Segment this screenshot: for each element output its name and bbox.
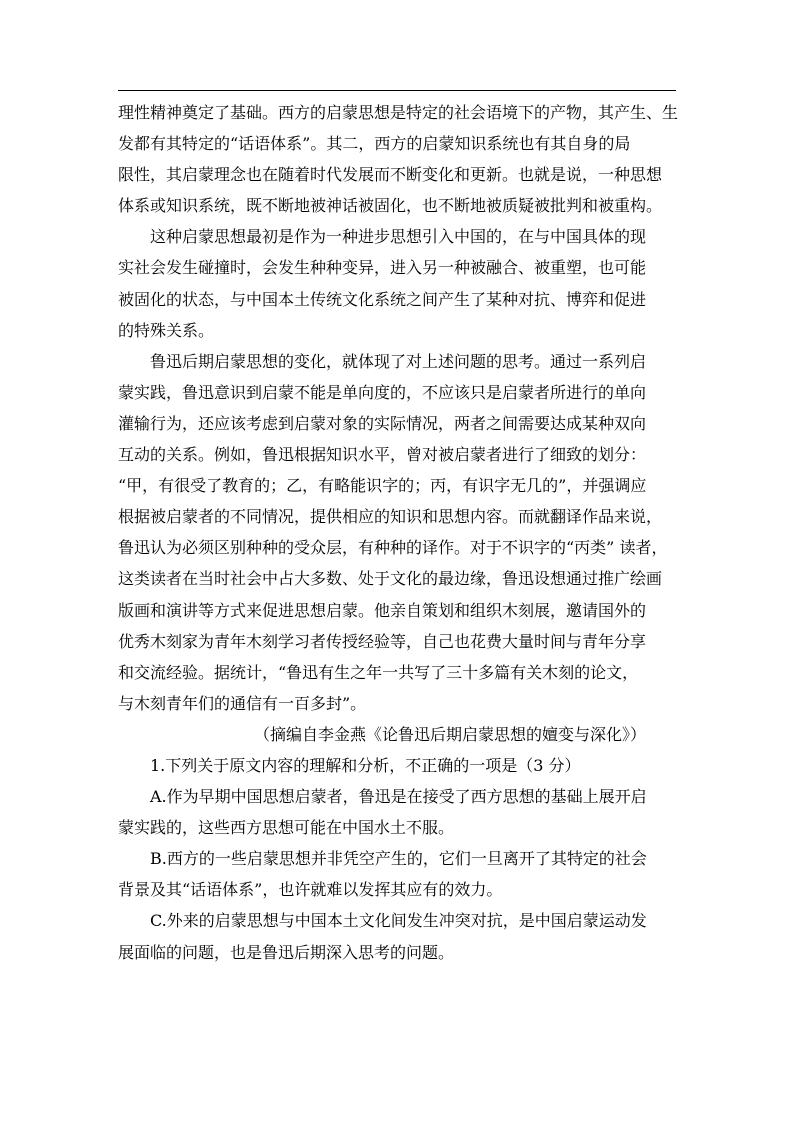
text-line: 体系或知识系统，既不断地被神话被固化，也不断地被质疑被批判和被重构。: [118, 196, 663, 216]
text-line: 优秀木刻家为青年木刻学习者传授经验等，自己也花费大量时间与青年分享: [118, 631, 647, 651]
text-line: 发都有其特定的“话语体系”。其二，西方的启蒙知识系统也有其自身的局: [118, 134, 631, 154]
option-a: [118, 781, 700, 843]
option-line: A.作为早期中国思想启蒙者，鲁迅是在接受了西方思想的基础上展开启: [150, 787, 647, 807]
option-b: [118, 843, 700, 905]
header-rule: [118, 90, 676, 91]
source-citation: （摘编自李金燕《论鲁迅后期启蒙思想的嬗变与深化》）: [254, 724, 647, 744]
option-c: [118, 905, 700, 967]
text-line: 理性精神奠定了基础。西方的启蒙思想是特定的社会语境下的产物，其产生、生: [118, 103, 679, 122]
option-line: 展面临的问题，也是鲁迅后期深入思考的问题。: [118, 942, 455, 962]
text-line: 蒙实践，鲁迅意识到启蒙不能是单向度的，不应该只是启蒙者所进行的单向: [118, 382, 647, 402]
text-line: 灌输行为，还应该考虑到启蒙对象的实际情况，两者之间需要达成某种双向: [118, 413, 647, 433]
text-line: 根据被启蒙者的不同情况，提供相应的知识和思想内容。而就翻译作品来说，: [118, 507, 663, 527]
document-body: [118, 97, 700, 968]
question-1: [118, 750, 700, 968]
text-line: 这种启蒙思想最初是作为一种进步思想引入中国的，在与中国具体的现: [150, 227, 647, 247]
text-line: 与木刻青年们的通信有一百多封”。: [118, 693, 367, 713]
text-line: 鲁迅认为必须区别种种的受众层，有种种的译作。对于不识字的“丙类” 读者，: [118, 538, 668, 558]
option-line: C.外来的启蒙思想与中国本土文化间发生冲突对抗，是中国启蒙运动发: [150, 911, 647, 931]
paragraph-1: [118, 97, 700, 221]
text-line: 的特殊关系。: [118, 320, 215, 340]
text-line: 鲁迅后期启蒙思想的变化，就体现了对上述问题的思考。通过一系列启: [150, 351, 647, 371]
paragraph-2: [118, 221, 700, 345]
text-line: 限性，其启蒙理念也在随着时代发展而不断变化和更新。也就是说，一种思想: [118, 165, 663, 185]
option-line: 蒙实践的，这些西方思想可能在中国水土不服。: [118, 818, 455, 838]
text-line: “甲，有很受了教育的；乙，有略能识字的；丙，有识字无几的”，并强调应: [118, 476, 647, 496]
text-line: 互动的关系。例如，鲁迅根据知识水平，曾对被启蒙者进行了细致的划分：: [118, 445, 647, 465]
text-line: 和交流经验。据统计，“鲁迅有生之年一共写了三十多篇有关木刻的论文，: [118, 662, 639, 682]
text-line: 版画和演讲等方式来促进思想启蒙。他亲自策划和组织木刻展，邀请国外的: [118, 600, 647, 620]
paragraph-3: [118, 346, 700, 719]
text-line: 这类读者在当时社会中占大多数、处于文化的最边缘，鲁迅设想通过推广绘画: [118, 569, 663, 589]
option-line: 背景及其“话语体系”，也许就难以发挥其应有的效力。: [118, 880, 503, 900]
text-line: 实社会发生碰撞时，会发生种种变异，进入另一种被融合、被重塑，也可能: [118, 258, 647, 278]
question-stem: 1.下列关于原文内容的理解和分析，不正确的一项是（3 分）: [150, 755, 581, 775]
option-line: B.西方的一些启蒙思想并非凭空产生的，它们一旦离开了其特定的社会: [150, 849, 647, 869]
text-line: 被固化的状态，与中国本土传统文化系统之间产生了某种对抗、博弈和促进: [118, 289, 647, 309]
